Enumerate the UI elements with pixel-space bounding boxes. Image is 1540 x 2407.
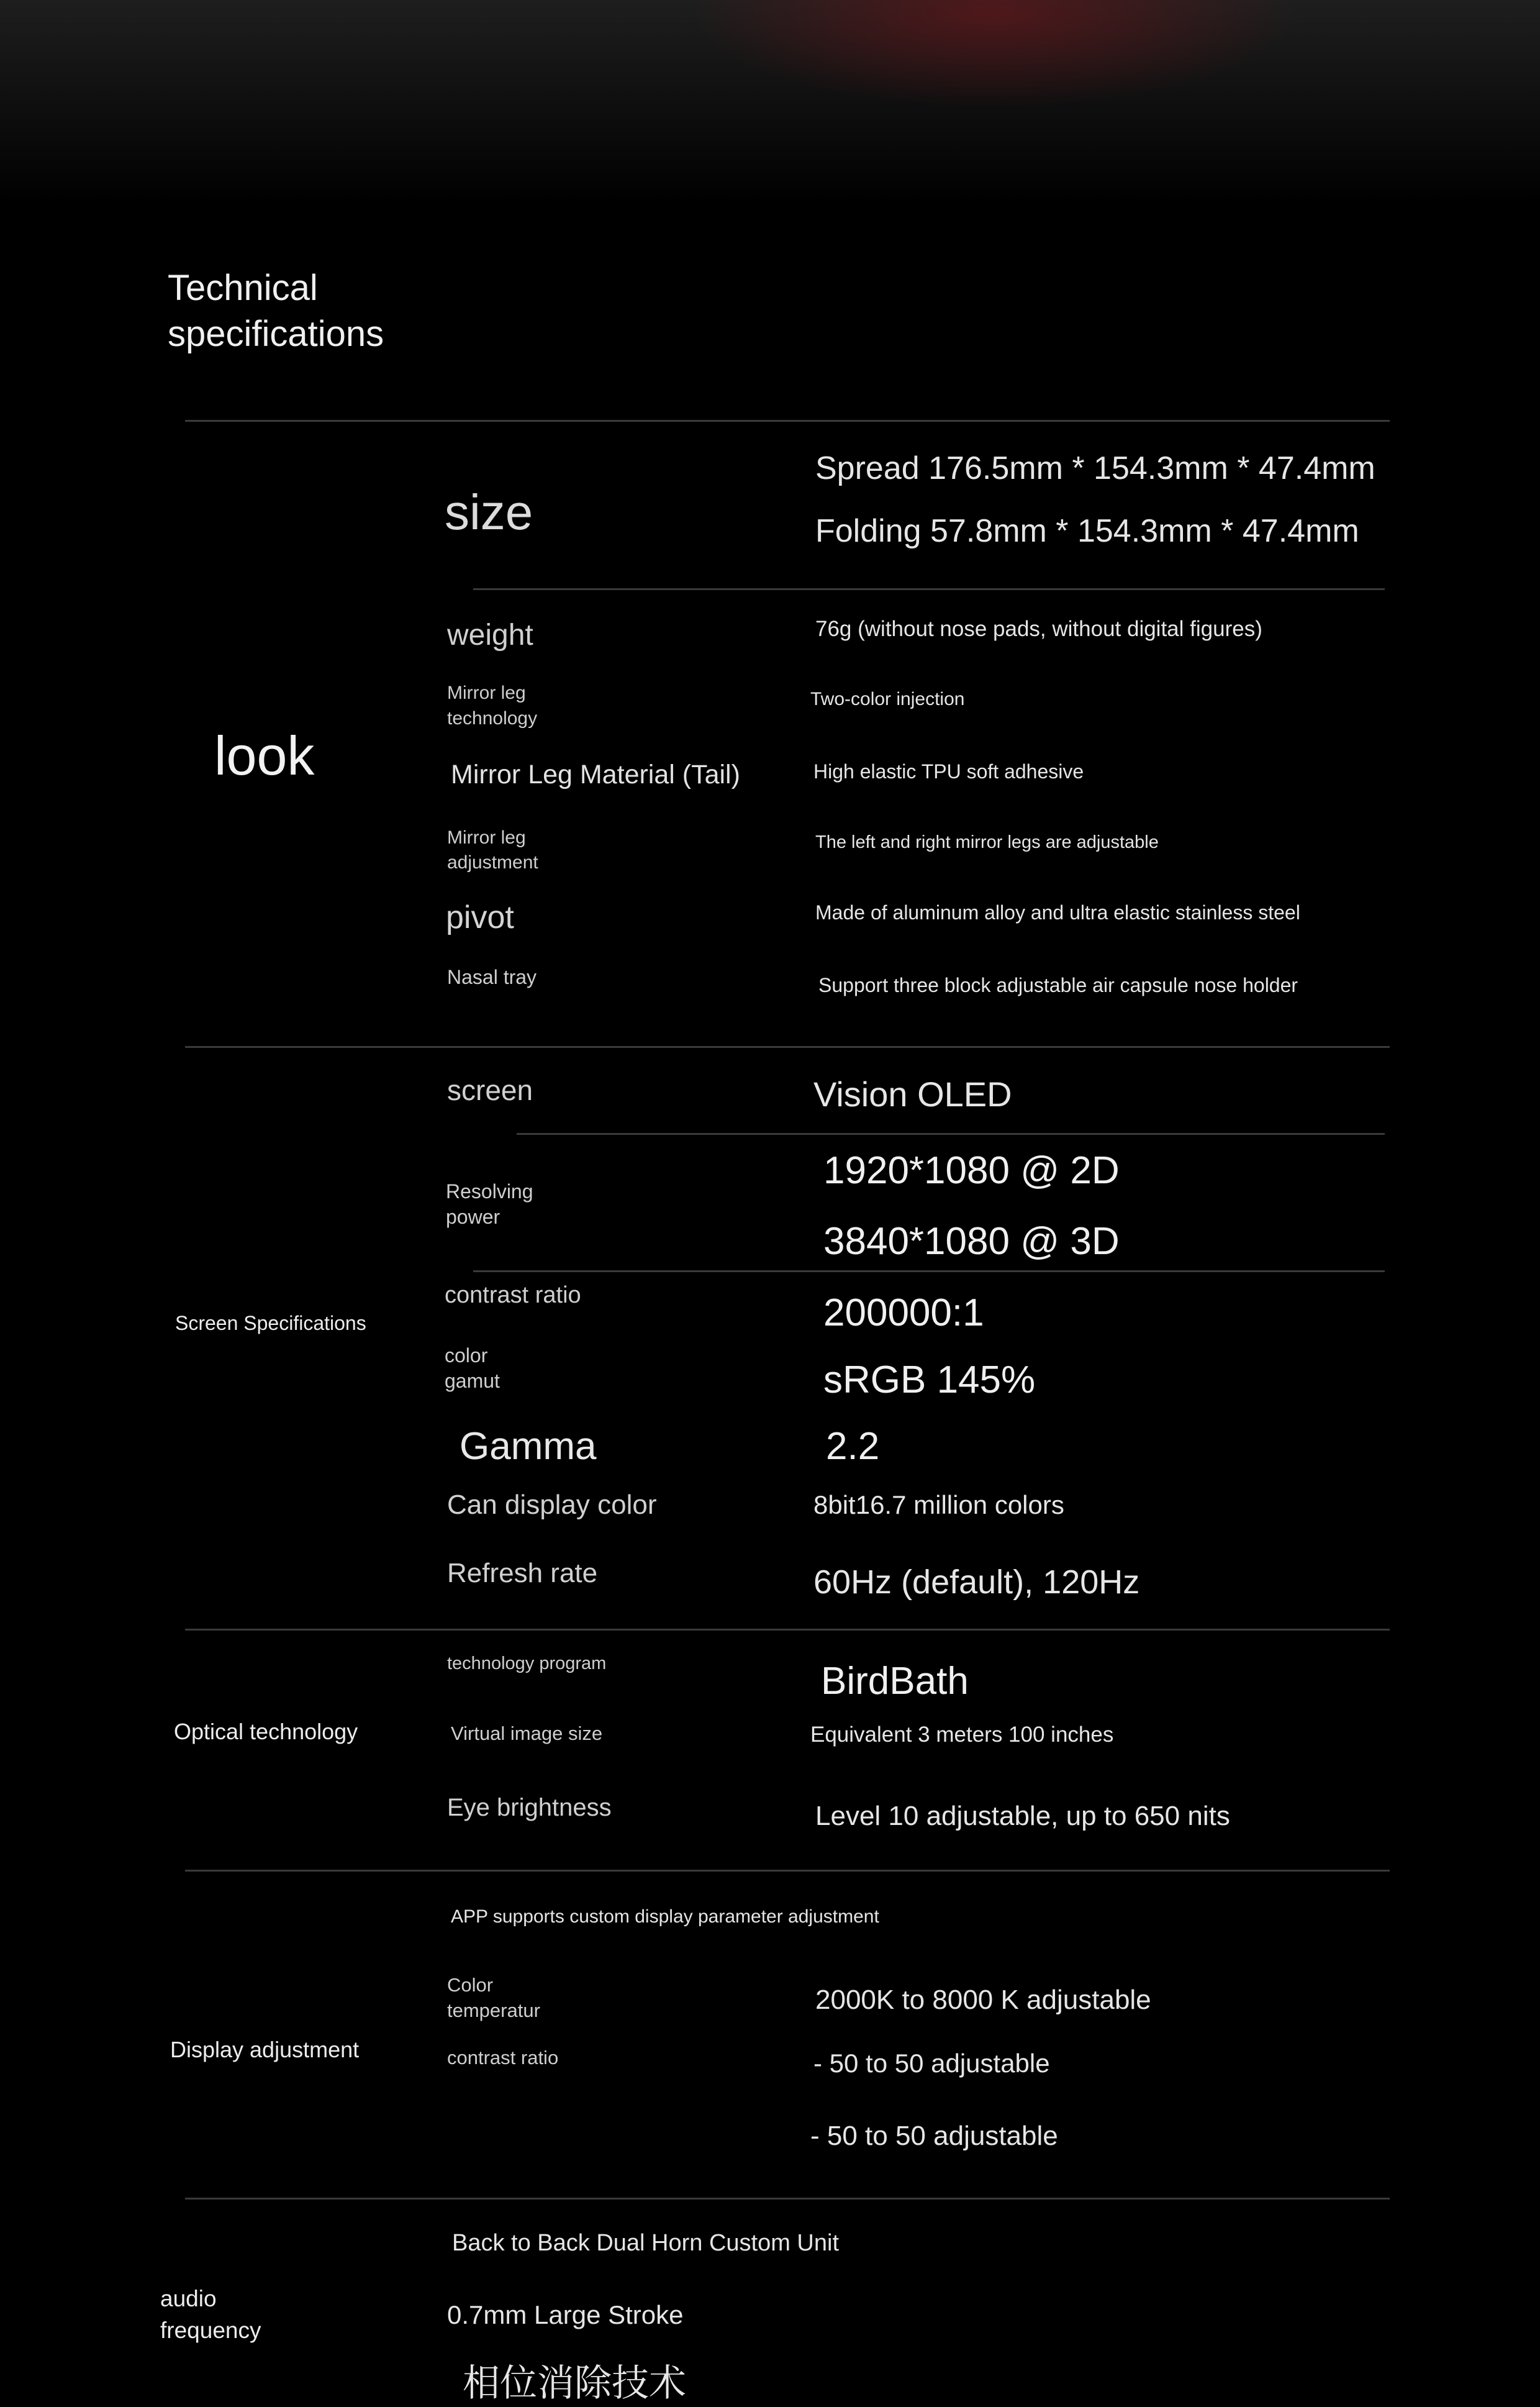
display-color-label: Can display color	[447, 1490, 657, 1520]
leg-material-label: Mirror Leg Material (Tail)	[451, 760, 740, 789]
eye-brightness-label: Eye brightness	[447, 1794, 612, 1821]
size-folding-value: Folding 57.8mm * 154.3mm * 47.4mm	[815, 513, 1359, 549]
nasal-label: Nasal tray	[447, 966, 537, 988]
adjust-contrast-label: contrast ratio	[447, 2047, 559, 2068]
pivot-value: Made of aluminum alloy and ultra elastic stainless steel	[815, 901, 1300, 924]
screen-label: screen	[447, 1074, 533, 1106]
section-title-audio-line-2: frequency	[160, 2318, 261, 2343]
color-temperature-value: 2000K to 8000 K adjustable	[815, 1985, 1151, 2015]
adjust-extra-value: - 50 to 50 adjustable	[810, 2121, 1058, 2151]
leg-adjust-label-line-2: adjustment	[447, 852, 538, 873]
divider	[517, 1133, 1385, 1135]
resolution-2d-value: 1920*1080 @ 2D	[823, 1149, 1120, 1192]
divider	[185, 2198, 1390, 2200]
divider	[185, 1046, 1390, 1048]
divider	[185, 420, 1390, 422]
refresh-rate-label: Refresh rate	[447, 1558, 598, 1588]
page-title-line-1: Technical	[168, 268, 318, 308]
divider	[185, 1629, 1390, 1631]
eye-brightness-value: Level 10 adjustable, up to 650 nits	[815, 1801, 1230, 1831]
leg-tech-value: Two-color injection	[810, 689, 965, 709]
leg-tech-label-line-2: technology	[447, 708, 538, 729]
technology-program-label: technology program	[447, 1654, 607, 1673]
pivot-label: pivot	[446, 899, 514, 935]
gamma-value: 2.2	[826, 1425, 880, 1468]
header-background	[0, 0, 1540, 205]
size-spread-value: Spread 176.5mm * 154.3mm * 47.4mm	[815, 450, 1375, 486]
leg-adjust-value: The left and right mirror legs are adjustable	[815, 832, 1159, 852]
screen-value: Vision OLED	[813, 1075, 1012, 1114]
virtual-image-label: Virtual image size	[451, 1722, 603, 1744]
display-color-value: 8bit16.7 million colors	[813, 1490, 1064, 1519]
nasal-value: Support three block adjustable air capsule nose holder	[818, 974, 1298, 996]
contrast-label: contrast ratio	[445, 1282, 581, 1308]
divider	[473, 1270, 1385, 1272]
leg-tech-label-line-1: Mirror leg	[447, 683, 526, 703]
section-title-screen: Screen Specifications	[175, 1312, 366, 1334]
color-gamut-label-line-2: gamut	[445, 1370, 500, 1392]
audio-unit: Back to Back Dual Horn Custom Unit	[452, 2230, 840, 2256]
section-title-audio-line-1: audio	[160, 2286, 217, 2311]
divider	[185, 1870, 1390, 1872]
weight-label: weight	[447, 619, 533, 652]
audio-stroke: 0.7mm Large Stroke	[447, 2300, 684, 2329]
section-title-optical: Optical technology	[174, 1719, 358, 1744]
leg-material-value: High elastic TPU soft adhesive	[813, 760, 1084, 783]
color-gamut-value: sRGB 145%	[823, 1358, 1036, 1401]
leg-adjust-label-line-1: Mirror leg	[447, 827, 526, 848]
divider	[473, 588, 1385, 590]
technology-program-value: BirdBath	[821, 1660, 969, 1703]
app-note: APP supports custom display parameter adjustment	[451, 1906, 879, 1927]
audio-cut-text: 相位消除技术	[463, 2362, 686, 2405]
color-temperature-label-line-1: Color	[447, 1974, 494, 1996]
adjust-contrast-value: - 50 to 50 adjustable	[813, 2049, 1050, 2078]
color-temperature-label-line-2: temperatur	[447, 2000, 540, 2021]
refresh-rate-value: 60Hz (default), 120Hz	[813, 1563, 1140, 1601]
resolving-label-line-1: Resolving	[446, 1180, 533, 1203]
section-title-display-adjustment: Display adjustment	[170, 2037, 360, 2062]
virtual-image-value: Equivalent 3 meters 100 inches	[810, 1722, 1114, 1747]
gamma-label: Gamma	[460, 1425, 597, 1468]
resolution-3d-value: 3840*1080 @ 3D	[823, 1220, 1120, 1263]
color-gamut-label-line-1: color	[445, 1344, 488, 1367]
resolving-label-line-2: power	[446, 1206, 500, 1228]
size-label: size	[445, 485, 533, 540]
contrast-value: 200000:1	[823, 1291, 984, 1334]
weight-value: 76g (without nose pads, without digital figures)	[815, 617, 1262, 641]
page-title-line-2: specifications	[168, 314, 384, 354]
section-title-look: look	[214, 725, 315, 786]
